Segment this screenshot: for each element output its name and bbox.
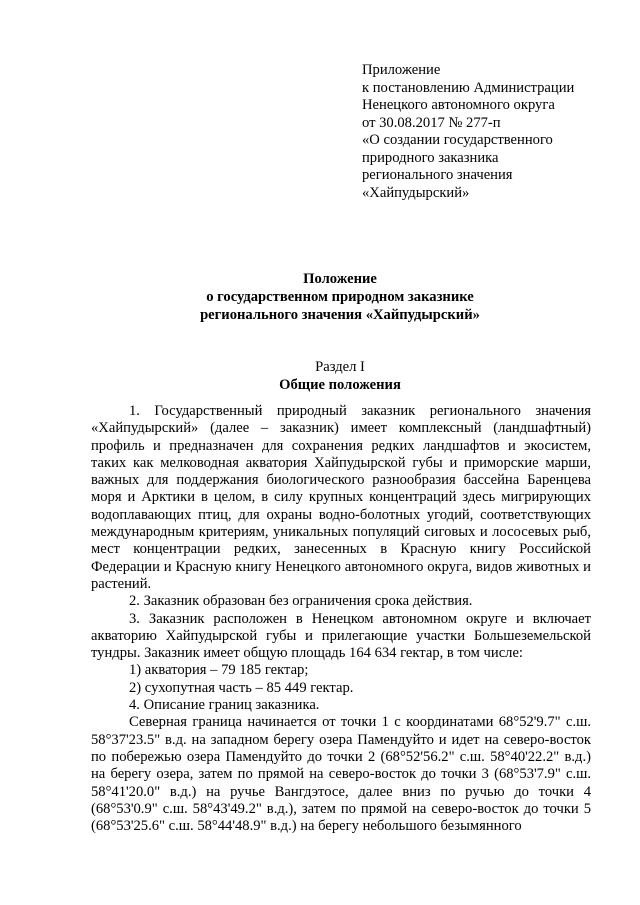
appendix-line: от 30.08.2017 № 277-п [362, 114, 501, 131]
document-title-line: о государственном природном заказнике [206, 289, 474, 305]
paragraph-location: 3. Заказник расположен в Ненецком автономном округе и включает акваторию Хайпудырской губы и прилегающие участки Большеземельской тундры. Заказник имеет общую площадь 164 634 гектар, в том числе: [91, 610, 591, 662]
section-title: Общие положения [279, 377, 401, 393]
paragraph-northern-boundary: Северная граница начинается от точки 1 с координатами 68°52'9.7" с.ш. 58°37'23.5" в.д. на западном берегу озера Памендуйто и идет на северо-восток по побережью озера Памендуйто до точки 2 (68°52'56.2" с.ш. 58°40'22.2" в.д.) на берегу озера, затем по прямой на северо-восток до точки 3 (68°53'7.9" с.ш. 58°41'20.0" в.д.) на ручье Вангдэтосе, далее вниз по ручью до точки 4 (68°53'0.9" с.ш. 58°43'49.2" в.д.), затем по прямой на северо-восток до точки 5 (68°53'25.6" с.ш. 58°44'48.9" в.д.) на берегу небольшого безымянного [91, 714, 591, 835]
appendix-line: регионального значения [362, 167, 513, 183]
document-body [91, 403, 591, 835]
section-label: Раздел I [315, 359, 365, 375]
document-title-line: регионального значения «Хайпудырский» [200, 307, 480, 323]
appendix-line: «Хайпудырский» [362, 184, 470, 201]
appendix-line: природного заказника [362, 149, 499, 166]
paragraph-water-area: 1) акватория – 79 185 гектар; [129, 662, 309, 679]
appendix-line: Приложение [362, 62, 441, 78]
paragraph-boundaries-heading: 4. Описание границ заказника. [129, 697, 320, 714]
paragraph-land-area: 2) сухопутная часть – 85 449 гектар. [129, 679, 354, 696]
paragraph-term: 2. Заказник образован без ограничения срока действия. [129, 593, 473, 610]
appendix-line: Ненецкого автономного округа [362, 97, 555, 113]
appendix-line: к постановлению Администрации [362, 79, 575, 96]
section-heading [90, 358, 590, 394]
document-title [90, 270, 590, 324]
paragraph-purpose: 1. Государственный природный заказник регионального значения «Хайпудырский» (далее – заказник) имеет комплексный (ландшафтный) профиль и предназначен для сохранения редких ландшафтов и экосистем, таких как мелководная акватория Хайпудырской губы и приморские марши, важных для поддержания биологического разнообразия бассейна Баренцева моря и Арктики в целом, в силу крупных концентраций здесь мигрирующих водоплавающих птиц, для охраны водно-болотных угодий, соответствующих международным критериям, уникальных популяций сиговых и лососевых рыб, мест концентрации редких, занесенных в Красную книгу Российской Федерации и Красную книгу Ненецкого автономного округа, видов животных и растений. [91, 403, 591, 592]
appendix-block [362, 62, 622, 202]
appendix-line: «О создании государственного [362, 132, 553, 148]
document-title-line: Положение [303, 271, 377, 287]
